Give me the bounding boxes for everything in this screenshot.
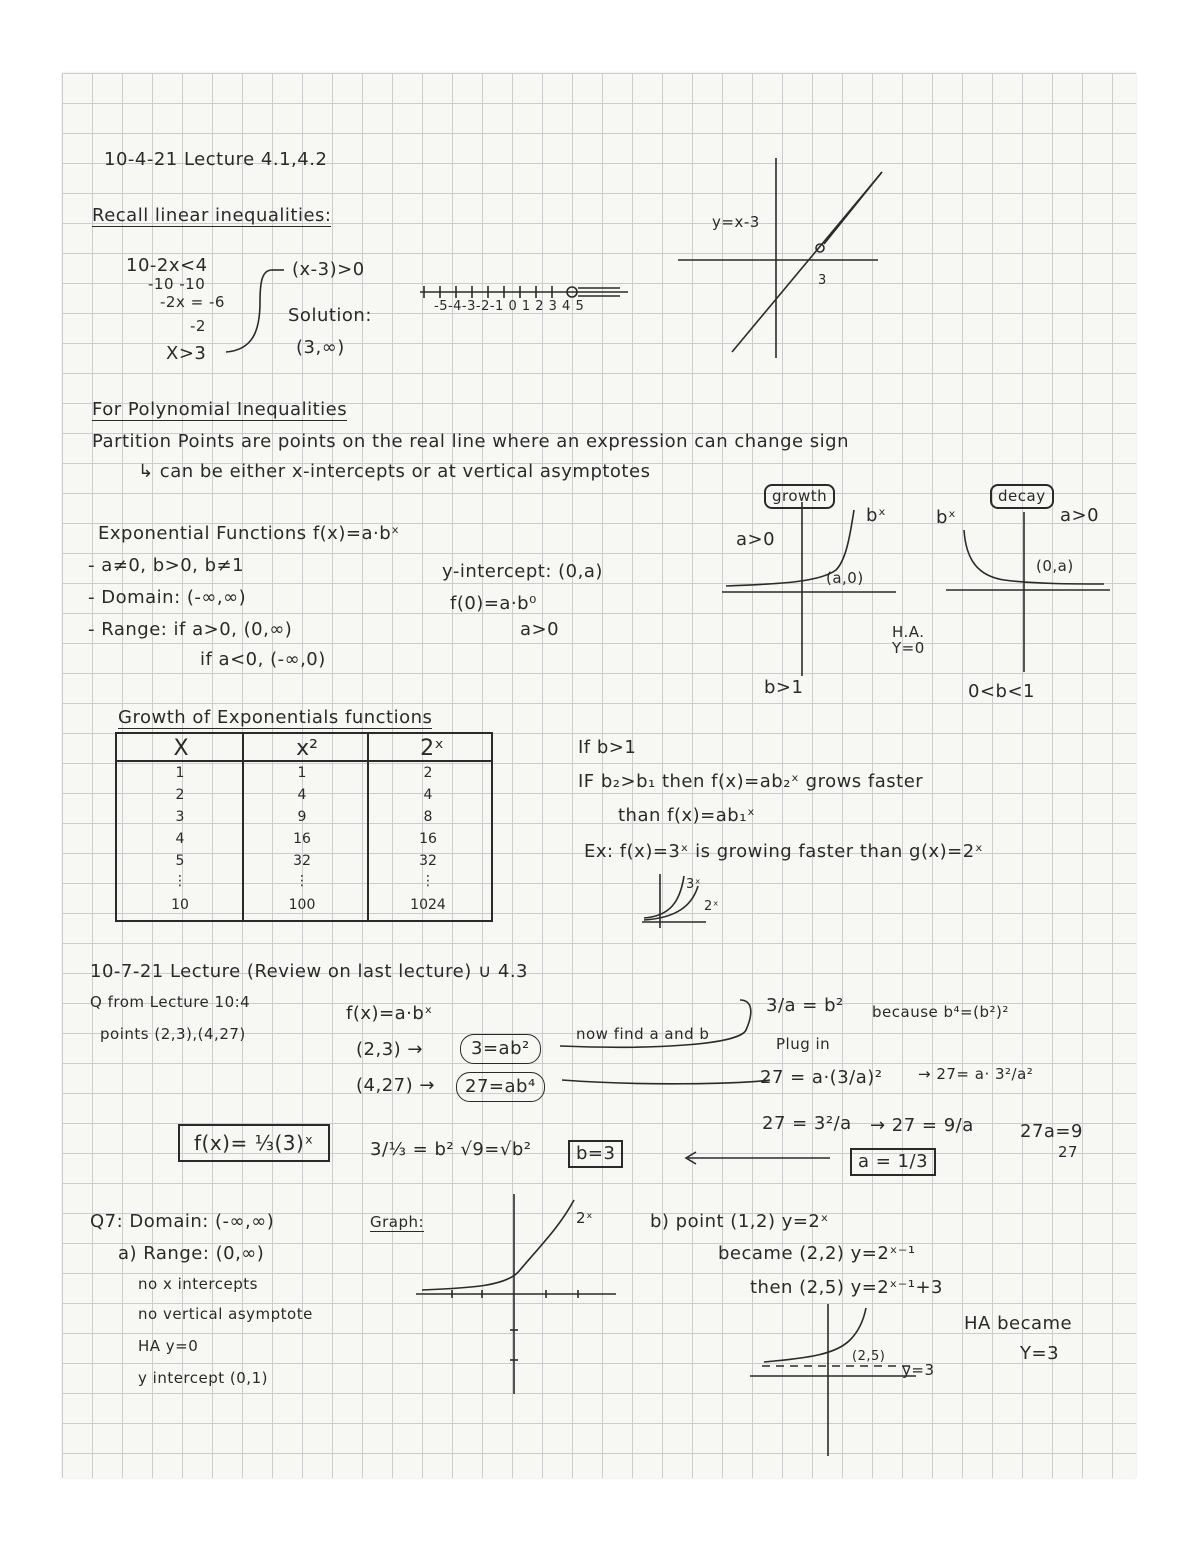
- table-divider-2: [367, 734, 369, 920]
- number-line-ticks: -5-4-3-2-1 0 1 2 3 4 5: [434, 299, 585, 314]
- growth-label: growth: [764, 484, 835, 509]
- table-header-2x: 2ˣ: [420, 736, 444, 761]
- final-function: f(x)= ⅓(3)ˣ: [178, 1124, 330, 1162]
- growth-condition: b>1: [764, 677, 804, 698]
- polynomial-line-2: ↳ can be either x-intercepts or at vertical asymptotes: [138, 461, 651, 482]
- substitution-2: 27 = 3²/a: [762, 1113, 852, 1134]
- plug-in: Plug in: [776, 1035, 831, 1053]
- lecture2-f: f(x)=a·bˣ: [346, 1003, 433, 1024]
- lecture-date-title: 10-4-21 Lecture 4.1,4.2: [104, 149, 328, 170]
- ha-label-2: Y=0: [892, 639, 925, 657]
- q7-line-4: y intercept (0,1): [138, 1369, 268, 1387]
- y-intercept-3: a>0: [520, 619, 560, 640]
- substitution-2d: 27: [1058, 1143, 1079, 1161]
- q7-b-line-1: b) point (1,2) y=2ˣ: [650, 1211, 829, 1232]
- table-cell: 8: [423, 809, 433, 825]
- substitution-2c: 27a=9: [1020, 1121, 1083, 1142]
- table-cell: ⋮: [421, 873, 435, 889]
- linear-expr: (x-3)>0: [292, 259, 365, 280]
- table-cell: 5: [175, 853, 185, 869]
- table-cell: 4: [175, 831, 185, 847]
- growth-a: a>0: [736, 529, 776, 550]
- table-header-x2: x²: [296, 736, 318, 761]
- linear-graph: [672, 152, 892, 362]
- compare-line-4: Ex: f(x)=3ˣ is growing faster than g(x)=2ˣ: [584, 841, 984, 862]
- table-cell: 3: [175, 809, 185, 825]
- table-cell: ⋮: [295, 873, 309, 889]
- table-cell: 1024: [410, 897, 446, 913]
- ratio: 3/a = b²: [766, 995, 844, 1016]
- lecture2-points: points (2,3),(4,27): [100, 1025, 246, 1043]
- linear-step-5: X>3: [166, 343, 207, 364]
- exp-bullet-1: - a≠0, b>0, b≠1: [88, 555, 245, 576]
- shifted-point: (2,5): [852, 1349, 886, 1364]
- decay-curve-label: bˣ: [936, 507, 957, 528]
- polynomial-line-1: Partition Points are points on the real line where an expression can change sign: [92, 431, 850, 452]
- point-1-left: (2,3) →: [356, 1039, 423, 1060]
- linear-graph-label: y=x-3: [712, 213, 760, 231]
- table-cell: 16: [293, 831, 311, 847]
- substitution-2b: → 27 = 9/a: [870, 1115, 974, 1136]
- table-cell: 1: [175, 765, 185, 781]
- ha-label-1: H.A.: [892, 623, 925, 641]
- work-arrows: [540, 990, 780, 1100]
- q7-curve-label: 2ˣ: [576, 1209, 594, 1227]
- linear-step-2: -10 -10: [148, 275, 206, 293]
- q7-b-line-2: became (2,2) y=2ˣ⁻¹: [718, 1243, 916, 1264]
- because: because b⁴=(b²)²: [872, 1003, 1009, 1021]
- table-cell: 32: [293, 853, 311, 869]
- mini-2x-label: 2ˣ: [704, 899, 720, 914]
- exp-bullet-4: if a<0, (-∞,0): [200, 649, 326, 670]
- substitution-1: 27 = a·(3/a)²: [760, 1067, 883, 1088]
- growth-table: [115, 732, 493, 922]
- shifted-graph: [740, 1300, 920, 1460]
- table-cell: 16: [419, 831, 437, 847]
- table-cell: 2: [175, 787, 185, 803]
- decay-a: a>0: [1060, 505, 1100, 526]
- point-2-eq: 27=ab⁴: [456, 1072, 545, 1102]
- table-cell: 100: [288, 897, 316, 913]
- graph-label: Graph:: [370, 1213, 425, 1231]
- compare-line-3: than f(x)=ab₁ˣ: [618, 805, 756, 826]
- table-cell: 1: [297, 765, 307, 781]
- table-cell: 2: [423, 765, 433, 781]
- q7-line-2: no vertical asymptote: [138, 1305, 313, 1323]
- growth-graph: [720, 500, 900, 680]
- growth-curve-label: bˣ: [866, 505, 887, 526]
- shifted-ha-label: y=3: [902, 1361, 935, 1379]
- linear-step-1: 10-2x<4: [126, 255, 208, 276]
- decay-graph: [944, 510, 1114, 676]
- table-cell: 9: [297, 809, 307, 825]
- table-cell: 4: [297, 787, 307, 803]
- mini-3x-label: 3ˣ: [686, 877, 702, 892]
- table-header-x: X: [173, 736, 189, 761]
- q7-title: Q7: Domain: (-∞,∞): [90, 1211, 275, 1232]
- y-intercept-2: f(0)=a·b⁰: [450, 593, 537, 614]
- ha-became: HA became: [964, 1313, 1073, 1334]
- now-find: now find a and b: [576, 1025, 710, 1043]
- table-cell: 32: [419, 853, 437, 869]
- solution-value: (3,∞): [296, 337, 345, 358]
- point-1-eq: 3=ab²: [460, 1034, 541, 1064]
- exponential-heading: Exponential Functions f(x)=a·bˣ: [98, 523, 400, 544]
- linear-heading: Recall linear inequalities:: [92, 205, 332, 226]
- linear-step-3: -2x = -6: [160, 293, 225, 311]
- exp-bullet-2: - Domain: (-∞,∞): [88, 587, 247, 608]
- solution-label: Solution:: [288, 305, 372, 326]
- q7-line-3: HA y=0: [138, 1337, 199, 1355]
- table-cell: ⋮: [173, 873, 187, 889]
- bracket-arrow: [222, 262, 282, 362]
- lecture2-title: 10-7-21 Lecture (Review on last lecture) ∪ 4.3: [90, 961, 529, 982]
- back-arrow: [680, 1150, 840, 1170]
- substitution-1b: → 27= a· 3²/a²: [918, 1065, 1034, 1083]
- compare-line-1: If b>1: [578, 737, 637, 758]
- polynomial-heading: For Polynomial Inequalities: [92, 399, 348, 420]
- decay-condition: 0<b<1: [968, 681, 1035, 702]
- growth-point: (a,0): [826, 569, 864, 587]
- decay-point: (0,a): [1036, 557, 1074, 575]
- b-work: 3/⅓ = b² √9=√b²: [370, 1139, 532, 1160]
- table-cell: 4: [423, 787, 433, 803]
- linear-graph-point: 3: [818, 273, 827, 288]
- point-2-left: (4,27) →: [356, 1075, 435, 1096]
- table-title: Growth of Exponentials functions: [118, 707, 433, 728]
- a-answer: a = 1/3: [850, 1148, 936, 1176]
- lecture2-question: Q from Lecture 10:4: [90, 993, 251, 1011]
- table-divider-1: [242, 734, 244, 920]
- decay-label: decay: [990, 484, 1054, 509]
- ha-value: Y=3: [1020, 1343, 1060, 1364]
- compare-line-2: IF b₂>b₁ then f(x)=ab₂ˣ grows faster: [578, 771, 924, 792]
- q7-b-line-3: then (2,5) y=2ˣ⁻¹+3: [750, 1277, 943, 1298]
- table-cell: 10: [171, 897, 189, 913]
- q7-a: a) Range: (0,∞): [118, 1243, 265, 1264]
- exp-bullet-3: - Range: if a>0, (0,∞): [88, 619, 293, 640]
- y-intercept-1: y-intercept: (0,a): [442, 561, 603, 582]
- linear-step-4: -2: [190, 317, 206, 335]
- b-answer: b=3: [568, 1140, 623, 1168]
- q7-line-1: no x intercepts: [138, 1275, 258, 1293]
